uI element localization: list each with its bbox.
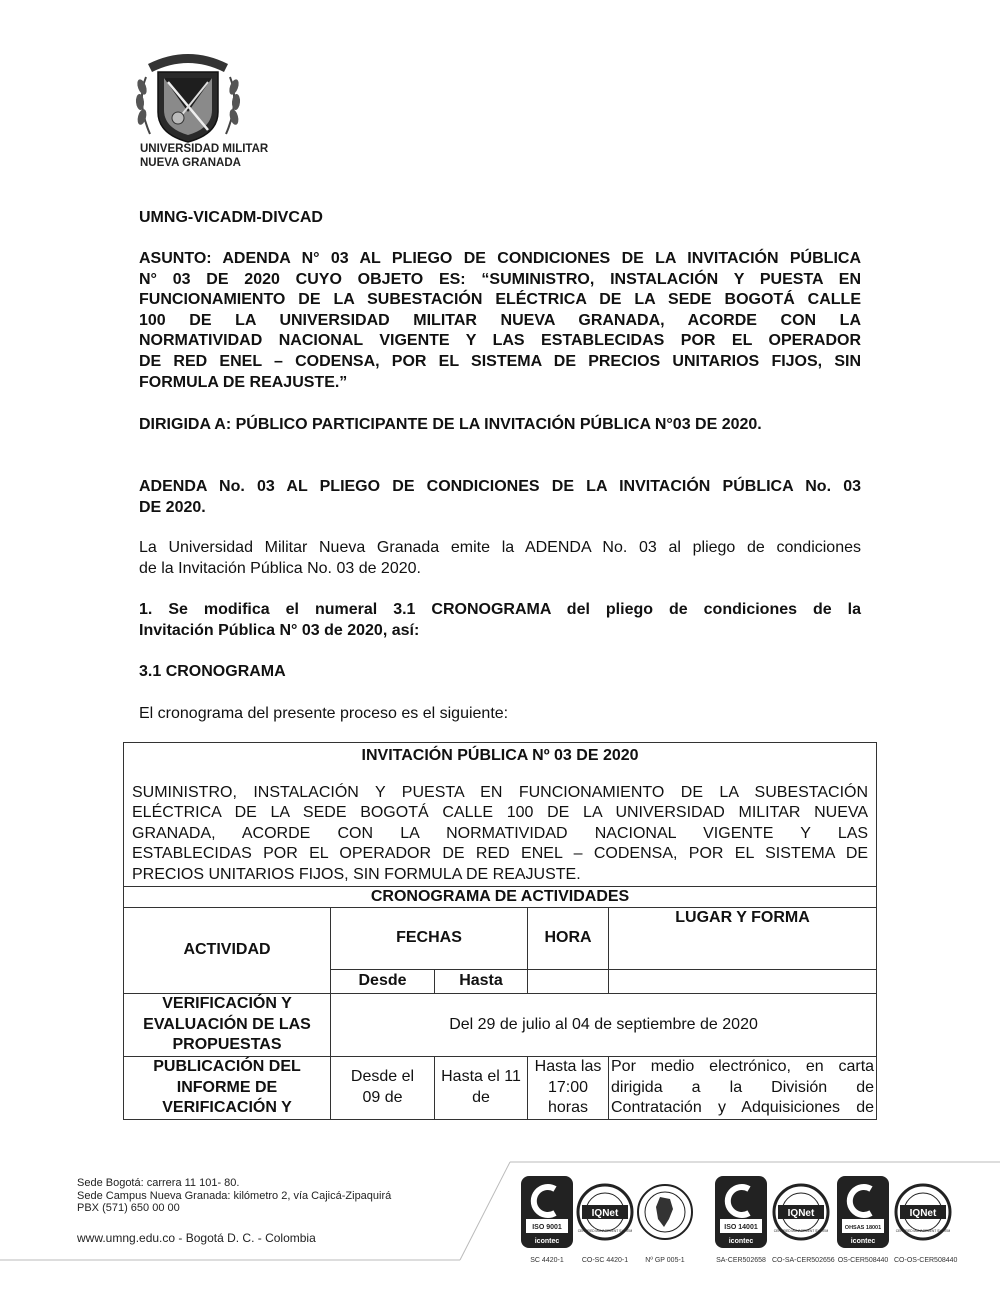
- svg-text:CERTIFIED MANAGEMENT SYSTEM: CERTIFIED MANAGEMENT SYSTEM: [577, 1229, 633, 1233]
- svg-text:IQNet: IQNet: [591, 1208, 619, 1219]
- icontec-logo-icon: [520, 1175, 574, 1249]
- colombia-map-seal-icon: [636, 1175, 694, 1249]
- iqnet-seal-icon: [576, 1175, 634, 1249]
- certification-badge: ISO 9001 icontec SC 4420-1: [518, 1175, 576, 1264]
- row-lugar: Por medio electrónico, en carta dirigida a la División de Contratación y Adquisiciones de: [609, 1056, 877, 1119]
- svg-text:IQNet: IQNet: [909, 1208, 937, 1219]
- document-reference: UMNG-VICADM-DIVCAD: [139, 209, 323, 226]
- row-desde: Desde el 09 de: [331, 1056, 435, 1119]
- row-hasta: Hasta el 11 de: [435, 1056, 528, 1119]
- header-fechas: FECHAS: [331, 908, 528, 970]
- university-name: UNIVERSIDAD MILITAR NUEVA GRANADA: [140, 143, 269, 169]
- header-hora: HORA: [528, 908, 609, 970]
- table-subtitle: CRONOGRAMA DE ACTIVIDADES: [124, 886, 877, 908]
- certification-badge: IQNet CERTIFIED MANAGEMENT SYSTEM CO-OS-CER508440: [894, 1175, 952, 1264]
- certification-badge: IQNet CERTIFIED MANAGEMENT SYSTEM CO-SA-CER502656: [772, 1175, 830, 1264]
- svg-text:ISO 9001: ISO 9001: [532, 1224, 562, 1231]
- header-lugar: LUGAR Y FORMA: [609, 908, 877, 970]
- certification-badges: [518, 1175, 978, 1265]
- intro-paragraph: La Universidad Militar Nueva Granada emite la ADENDA No. 03 al pliego de condiciones de la Invitación Pública No. 03 de 2020.: [139, 539, 861, 577]
- header-actividad: ACTIVIDAD: [124, 908, 331, 994]
- section-intro: El cronograma del presente proceso es el siguiente:: [139, 705, 509, 722]
- row-hora: Hasta las 17:00 horas: [528, 1056, 609, 1119]
- empty-cell: [528, 970, 609, 994]
- table-object: SUMINISTRO, INSTALACIÓN Y PUESTA EN FUNCIONAMIENTO DE LA SUBESTACIÓN ELÉCTRICA DE LA SEDE BOGOTÁ CALLE 100 DE LA UNIVERSIDAD MILITAR NUEVA GRANADA, ACORDE CON LA NORMATIVIDAD NACIONAL VIGENTE Y LAS ESTABLECIDAS POR EL OPERADOR DE RED ENEL – CODENSA, POR EL SISTEMA DE PRECIOS UNITARIOS FIJOS, SIN FORMULA DE REAJUSTE.: [132, 783, 869, 883]
- table-header-cell: [124, 743, 877, 887]
- row-activity: VERIFICACIÓN Y EVALUACIÓN DE LAS PROPUESTAS: [124, 994, 331, 1057]
- cronograma-table: [123, 742, 877, 1120]
- row-date-range: Del 29 de julio al 04 de septiembre de 2020: [331, 994, 877, 1057]
- adenda-title: ADENDA No. 03 AL PLIEGO DE CONDICIONES DE LA INVITACIÓN PÚBLICA No. 03 DE 2020.: [139, 478, 861, 516]
- footer-website: www.umng.edu.co - Bogotá D. C. - Colombia: [77, 1231, 316, 1245]
- certification-badge: Nº GP 005-1: [636, 1175, 694, 1264]
- table-title: INVITACIÓN PÚBLICA Nº 03 DE 2020: [361, 747, 639, 764]
- icontec-logo-icon: [836, 1175, 890, 1249]
- svg-text:CERTIFIED MANAGEMENT SYSTEM: CERTIFIED MANAGEMENT SYSTEM: [895, 1229, 951, 1233]
- empty-cell: [609, 970, 877, 994]
- dirigida-line: DIRIGIDA A: PÚBLICO PARTICIPANTE DE LA INVITACIÓN PÚBLICA N°03 DE 2020.: [139, 416, 762, 433]
- svg-text:IQNet: IQNet: [787, 1208, 815, 1219]
- table-row: [124, 994, 877, 1057]
- modifica-paragraph: 1. Se modifica el numeral 3.1 CRONOGRAMA del pliego de condiciones de la Invitación Pública N° 03 de 2020, así:: [139, 601, 861, 639]
- svg-text:icontec: icontec: [728, 1238, 754, 1245]
- iqnet-seal-icon: [894, 1175, 952, 1249]
- svg-text:icontec: icontec: [534, 1238, 560, 1245]
- svg-text:ISO 14001: ISO 14001: [724, 1224, 758, 1231]
- certification-badge: IQNet CERTIFIED MANAGEMENT SYSTEM CO-SC 4420-1: [576, 1175, 634, 1264]
- certification-badge: OHSAS 18001 icontec OS-CER508440: [834, 1175, 892, 1264]
- row-activity: PUBLICACIÓN DEL INFORME DE VERIFICACIÓN Y: [124, 1056, 331, 1119]
- header-desde: Desde: [331, 970, 435, 994]
- footer-address: Sede Bogotá: carrera 11 101- 80. Sede Campus Nueva Granada: kilómetro 2, vía Cajicá-Zipaquirá PBX (571) 650 00 00: [77, 1177, 392, 1215]
- icontec-logo-icon: [714, 1175, 768, 1249]
- asunto-paragraph: ASUNTO: ADENDA N° 03 AL PLIEGO DE CONDICIONES DE LA INVITACIÓN PÚBLICA N° 03 DE 2020 CUYO OBJETO ES: “SUMINISTRO, INSTALACIÓN Y PUESTA EN FUNCIONAMIENTO DE LA SUBESTACIÓN ELÉCTRICA DE LA SEDE BOGOTÁ CALLE 100 DE LA UNIVERSIDAD MILITAR NUEVA GRANADA, ACORDE CON LA NORMATIVIDAD NACIONAL VIGENTE Y LAS ESTABLECIDAS POR EL OPERADOR DE RED ENEL – CODENSA, POR EL SISTEMA DE PRECIOS UNITARIOS FIJOS, SIN FORMULA DE REAJUSTE.”: [139, 250, 861, 391]
- table-row: [124, 1056, 877, 1119]
- certification-badge: ISO 14001 icontec SA-CER502658: [712, 1175, 770, 1264]
- svg-text:CERTIFIED MANAGEMENT SYSTEM: CERTIFIED MANAGEMENT SYSTEM: [773, 1229, 829, 1233]
- section-title: 3.1 CRONOGRAMA: [139, 663, 286, 680]
- svg-text:OHSAS 18001: OHSAS 18001: [844, 1225, 882, 1231]
- header-hasta: Hasta: [435, 970, 528, 994]
- iqnet-seal-icon: [772, 1175, 830, 1249]
- svg-text:icontec: icontec: [850, 1238, 876, 1245]
